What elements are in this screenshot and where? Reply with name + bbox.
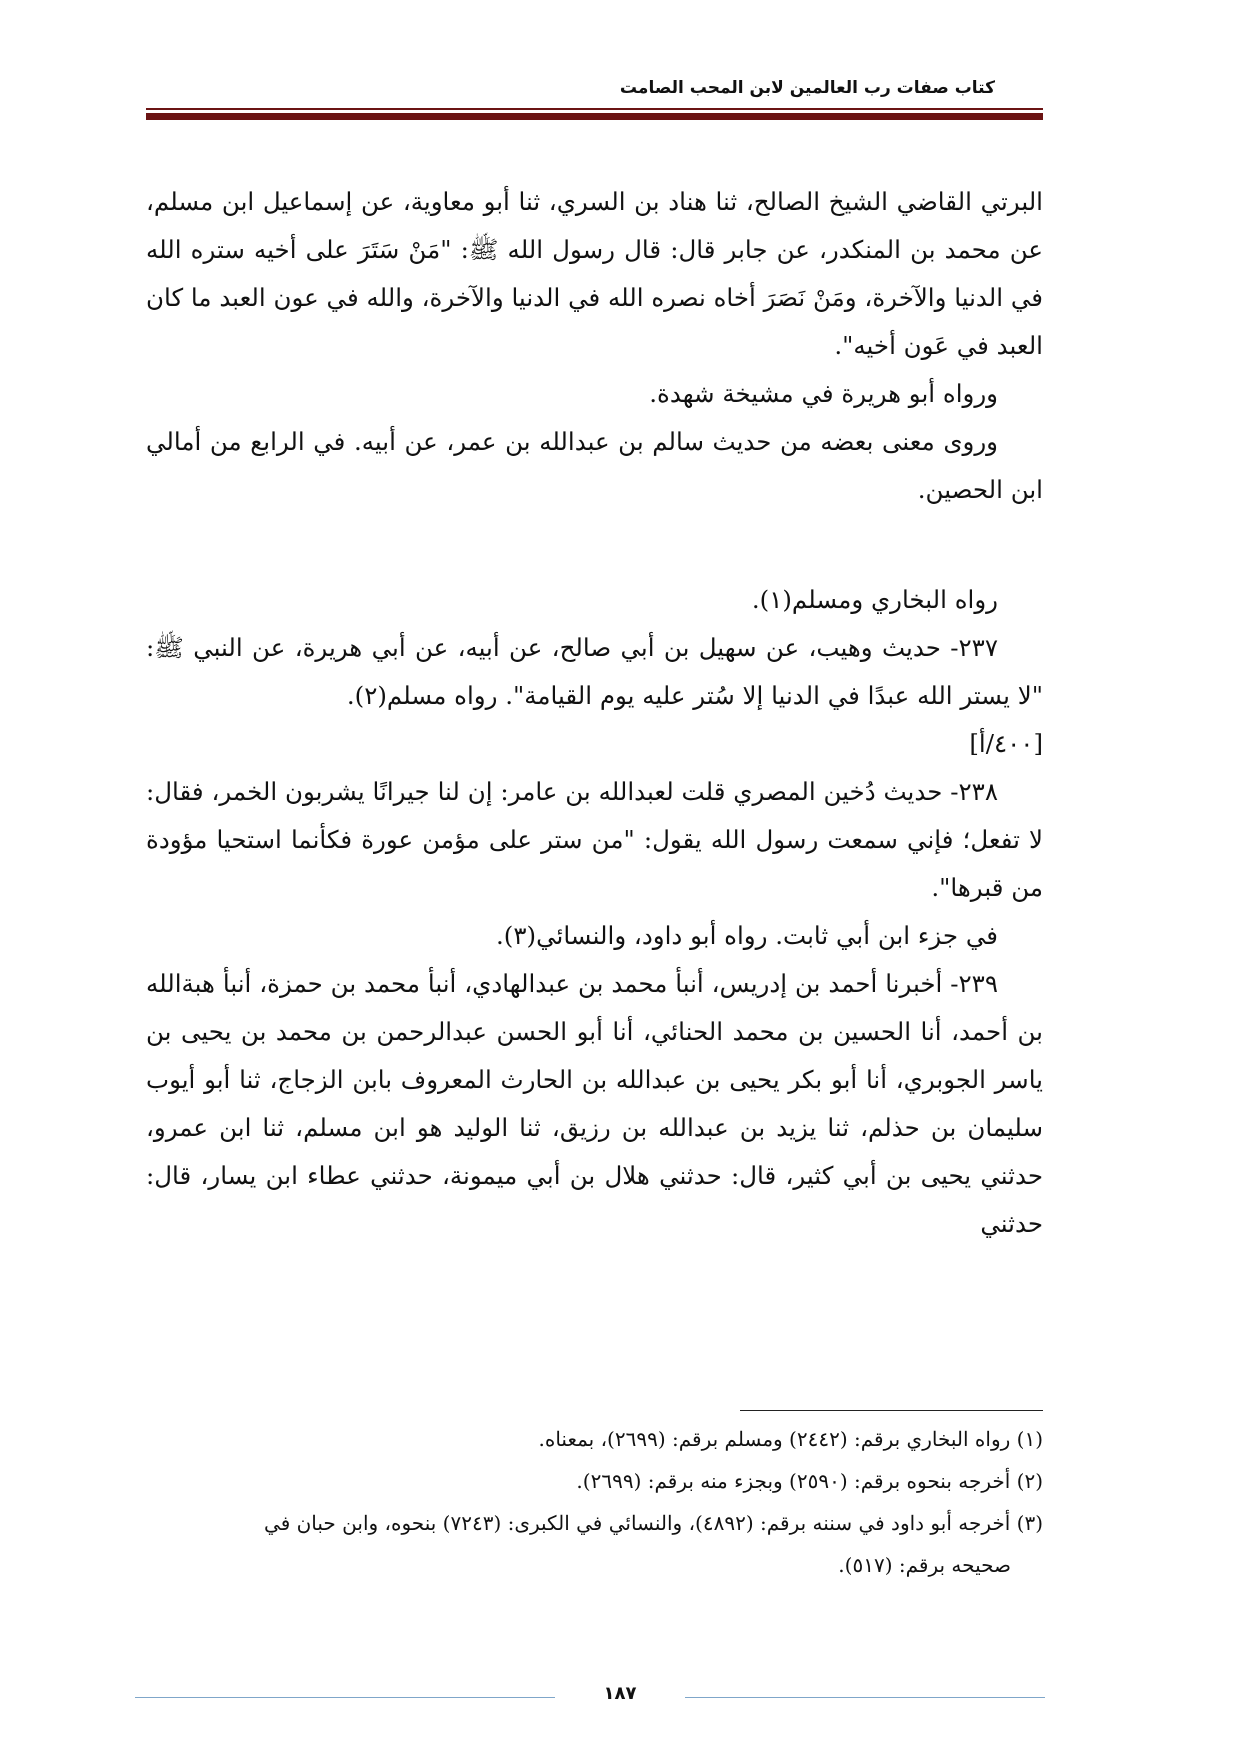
footnote-3: (٣) أخرجه أبو داود في سننه برقم: (٤٨٩٢)، والنسائي في الكبرى: (٧٢٤٣) بنحوه، وابن حبان في (264, 1511, 1043, 1535)
header-rule-thin (146, 108, 1043, 110)
paragraph-3: وروى معنى بعضه من حديث سالم بن عبدالله بن عمر، عن أبيه. في الرابع من أمالي ابن الحصين. (146, 427, 1043, 504)
paragraph-8: في جزء ابن أبي ثابت. رواه أبو داود، والنسائي(٣). (496, 921, 998, 950)
footnote-3-continuation: صحيحه برقم: (٥١٧). (838, 1553, 1011, 1577)
footnote-2: (٢) أخرجه بنحوه برقم: (٢٥٩٠) وبجزء منه برقم: (٢٦٩٩). (576, 1469, 1043, 1493)
footnote-1: (١) رواه البخاري برقم: (٢٤٤٢) ومسلم برقم: (٢٦٩٩)، بمعناه. (538, 1427, 1043, 1451)
hadith-237: ٢٣٧- حديث وهيب، عن سهيل بن أبي صالح، عن أبيه، عن أبي هريرة، عن النبي ﷺ: "لا يستر الله عبدًا في الدنيا إلا سُتر عليه يوم القيامة". رواه مسلم(٢). (146, 633, 1043, 710)
page-number: ١٨٧ (603, 1683, 637, 1704)
paragraph-1: البرتي القاضي الشيخ الصالح، ثنا هناد بن السري، ثنا أبو معاوية، عن إسماعيل ابن مسلم، عن محمد بن المنكدر، عن جابر قال: قال رسول الله ﷺ: "مَنْ سَتَرَ على أخيه ستره الله في الدنيا والآخرة، ومَنْ نَصَرَ أخاه نصره الله في الدنيا والآخرة، والله في عون العبد ما كان العبد في عَون أخيه". (146, 187, 1043, 360)
paragraph-4: رواه البخاري ومسلم(١). (751, 585, 998, 614)
footnote-separator (740, 1410, 1043, 1411)
footer-rule-right (685, 1697, 1045, 1698)
manuscript-folio-marker: [٤٠٠/أ] (969, 729, 1043, 758)
running-header-title: كتاب صفات رب العالمين لابن المحب الصامت (619, 78, 995, 98)
hadith-239: ٢٣٩- أخبرنا أحمد بن إدريس، أنبأ محمد بن عبدالهادي، أنبأ محمد بن حمزة، أنبأ هبةالله بن أحمد، أنا الحسين بن محمد الحنائي، أنا أبو الحسن عبدالرحمن بن محمد بن يحيى بن ياسر الجوبري، أنا أبو بكر يحيى بن عبدالله بن الحارث المعروف بابن الزجاج، ثنا أبو أيوب سليمان بن حذلم، ثنا يزيد بن عبدالله بن رزيق، ثنا الوليد هو ابن مسلم، ثنا ابن عمرو، حدثني يحيى بن أبي كثير، قال: حدثني هلال بن أبي ميمونة، حدثني عطاء ابن يسار، قال: حدثني (146, 969, 1043, 1238)
header-rule-thick (146, 113, 1043, 120)
footnotes (146, 1418, 1043, 1586)
hadith-238: ٢٣٨- حديث دُخين المصري قلت لعبدالله بن عامر: إن لنا جيرانًا يشربون الخمر، فقال: لا تفعل؛ فإني سمعت رسول الله يقول: "من ستر على مؤمن عورة فكأنما استحيا مؤودة من قبرها". (146, 777, 1043, 902)
main-text (146, 178, 1043, 1248)
paragraph-2: ورواه أبو هريرة في مشيخة شهدة. (649, 379, 998, 408)
section-gap (146, 514, 1043, 576)
footer-rule-left (135, 1697, 555, 1698)
